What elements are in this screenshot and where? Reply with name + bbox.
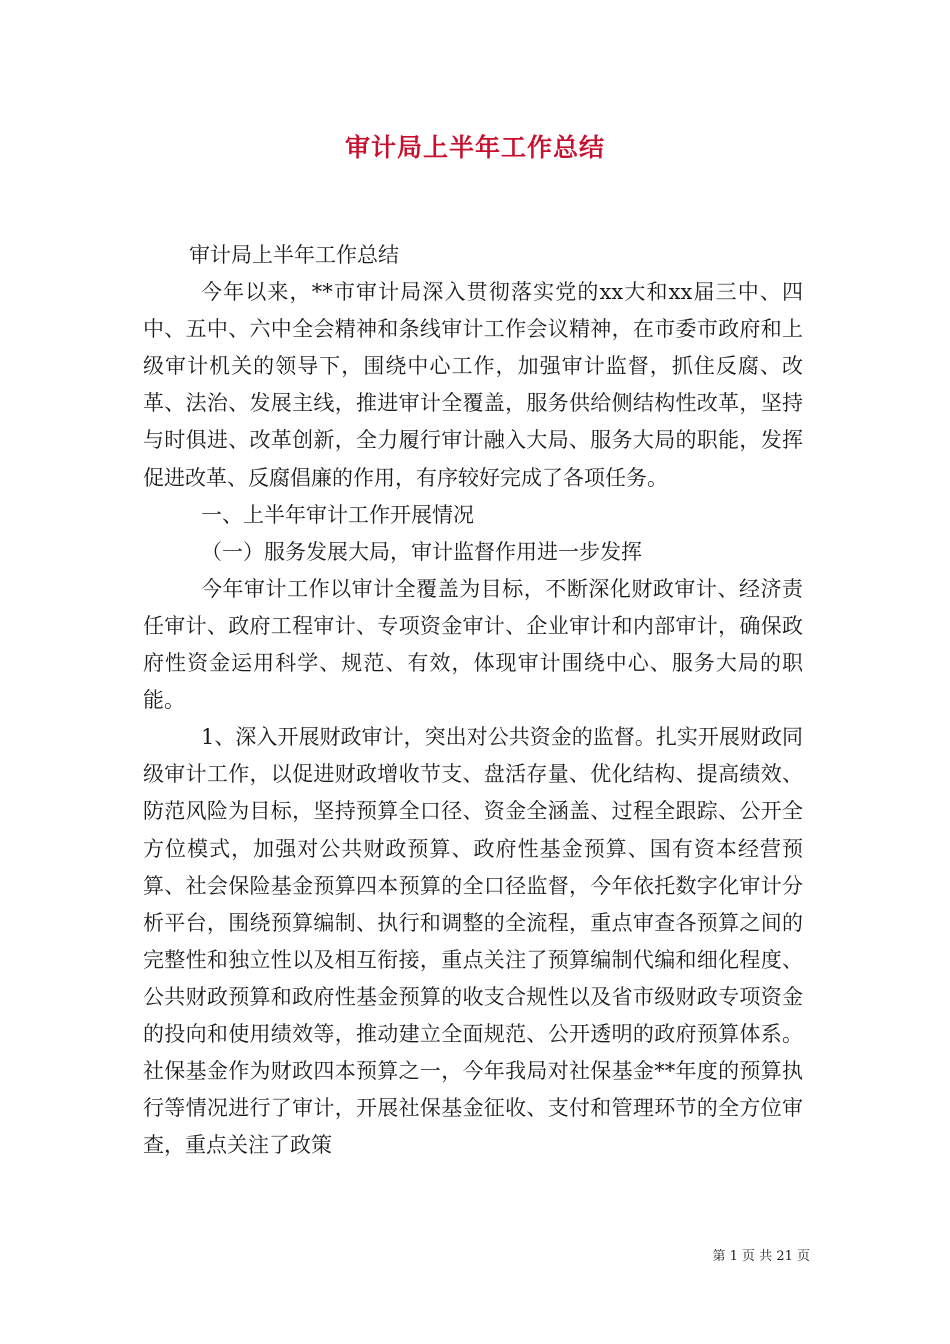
section-heading: 一、上半年审计工作开展情况 <box>201 502 474 527</box>
paragraph-item-1: 1、深入开展财政审计，突出对公共资金的监督。扎实开展财政同级审计工作，以促进财政增收节支、盘活存量、优化结构、提高绩效、防范风险为目标，坚持预算全口径、资金全涵盖、过程全跟踪、公开全方位模式，加强对公共财政预算、政府性基金预算、国有资本经营预算、社会保险基金预算四本预算的全口径监督，今年依托数字化审计分析平台，围绕预算编制、执行和调整的全流程，重点审查各预算之间的完整性和独立性以及相互衔接，重点关注了预算编制代编和细化程度、公共财政预算和政府性基金预算的收支合规性以及省市级财政专项资金的投向和使用绩效等，推动建立全面规范、公开透明的政府预算体系。社保基金作为财政四本预算之一，今年我局对社保基金**年度的预算执行等情况进行了审计，开展社保基金征收、支付和管理环节的全方位审查，重点关注了政策 <box>143 725 803 1158</box>
page-number: 第 1 页 共 21 页 <box>712 1249 810 1264</box>
paragraph-overview: 今年审计工作以审计全覆盖为目标，不断深化财政审计、经济责任审计、政府工程审计、专项资金审计、企业审计和内部审计，确保政府性资金运用科学、规范、有效，体现审计围绕中心、服务大局的职能。 <box>143 576 803 713</box>
subsection-heading: （一）服务发展大局，审计监督作用进一步发挥 <box>201 539 642 564</box>
paragraph-subtitle: 审计局上半年工作总结 <box>189 243 399 267</box>
document-title: 审计局上半年工作总结 <box>344 133 605 162</box>
paragraph-intro: 今年以来，**市审计局深入贯彻落实党的xx大和xx届三中、四中、五中、六中全会精神和条线审计工作会议精神，在市委市政府和上级审计机关的领导下，围绕中心工作，加强审计监督，抓住反腐、改革、法治、发展主线，推进审计全覆盖，服务供给侧结构性改革，坚持与时俱进、改革创新，全力履行审计融入大局、服务大局的职能，发挥促进改革、反腐倡廉的作用，有序较好完成了各项任务。 <box>143 280 803 490</box>
document-body <box>143 237 803 1164</box>
